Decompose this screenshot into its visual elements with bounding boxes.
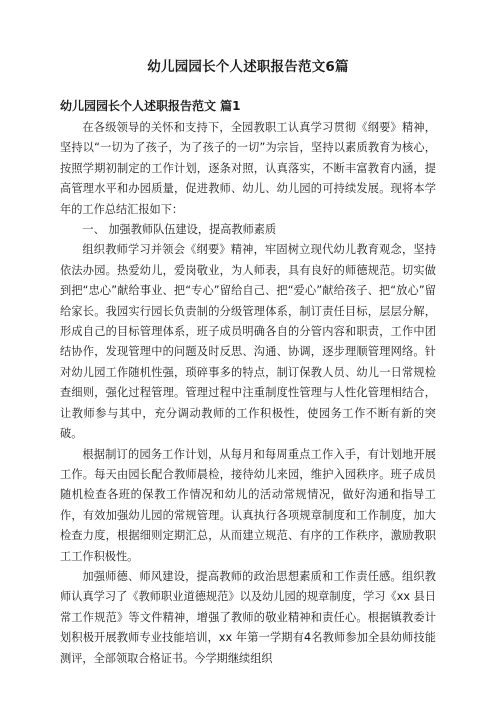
document-title: 幼儿园园长个人述职报告范文6篇	[147, 59, 349, 75]
subheading-teacher-team: 一、 加强教师队伍建设，提高教师素质	[82, 223, 277, 237]
section-title: 幼儿园园长个人述职报告范文 篇1	[60, 99, 241, 113]
document-body	[60, 118, 436, 669]
body-paragraph: 加强师德、师风建设，提高教师的政治思想素质和工作责任感。组织教师认真学习了《教师职业道德规范》以及幼儿园的规章制度，学习《xx 县日常工作规范》等文件精神，增强了教师的敬业精神和责任心。根据镇教委计划积极开展教师专业技能培训，xx 年第一学期有4名教师参加全县幼师技能测评，全部领取合格证书。今学期继续组织	[60, 569, 436, 665]
body-paragraph: 组织教师学习并领会《纲要》精神，牢固树立现代幼儿教育观念，坚持依法办园。热爱幼儿，爱岗敬业，为人师表，具有良好的师德规范。切实做到把“忠心”献给事业、把“专心”留给自己、把“爱心”献给孩子、把“放心”留给家长。我园实行园长负责制的分级管理体系，制订责任目标，层层分解，形成自己的目标管理体系，班子成员明确各自的分管内容和职责，工作中团结协作，发现管理中的问题及时反思、沟通、协调，逐步理顺管理网络。针对幼儿园工作随机性强，琐碎事多的特点，制订保教人员、幼儿一日常规检查细则，强化过程管理。管理过程中注重制度性管理与人性化管理相结合，让教师参与其中，充分调动教师的工作积极性，使园务工作不断有新的突破。	[60, 243, 436, 441]
body-paragraph: 根据制订的园务工作计划，从每月和每周重点工作入手，有计划地开展工作。每天由园长配合教师晨检，接待幼儿来园，维护入园秩序。班子成员随机检查各班的保教工作情况和幼儿的活动常规情况，做好沟通和指导工作，有效加强幼儿园的常规管理。认真执行各项规章制度和工作制度，加大检查力度，根据细则定期汇总，从而建立规范、有序的工作秩序，激励教职工工作积极性。	[60, 447, 436, 563]
intro-paragraph: 在各级领导的关怀和支持下，全园教职工认真学习贯彻《纲要》精神，坚持以“一切为了孩子，为了孩子的一切”为宗旨，坚持以素质教育为核心，按照学期初制定的工作计划，逐条对照，认真落实，不断丰富教育内涵，提高管理水平和办园质量，促进教师、幼儿、幼儿园的可持续发展。现将本学年的工作总结汇报如下：	[60, 121, 436, 216]
